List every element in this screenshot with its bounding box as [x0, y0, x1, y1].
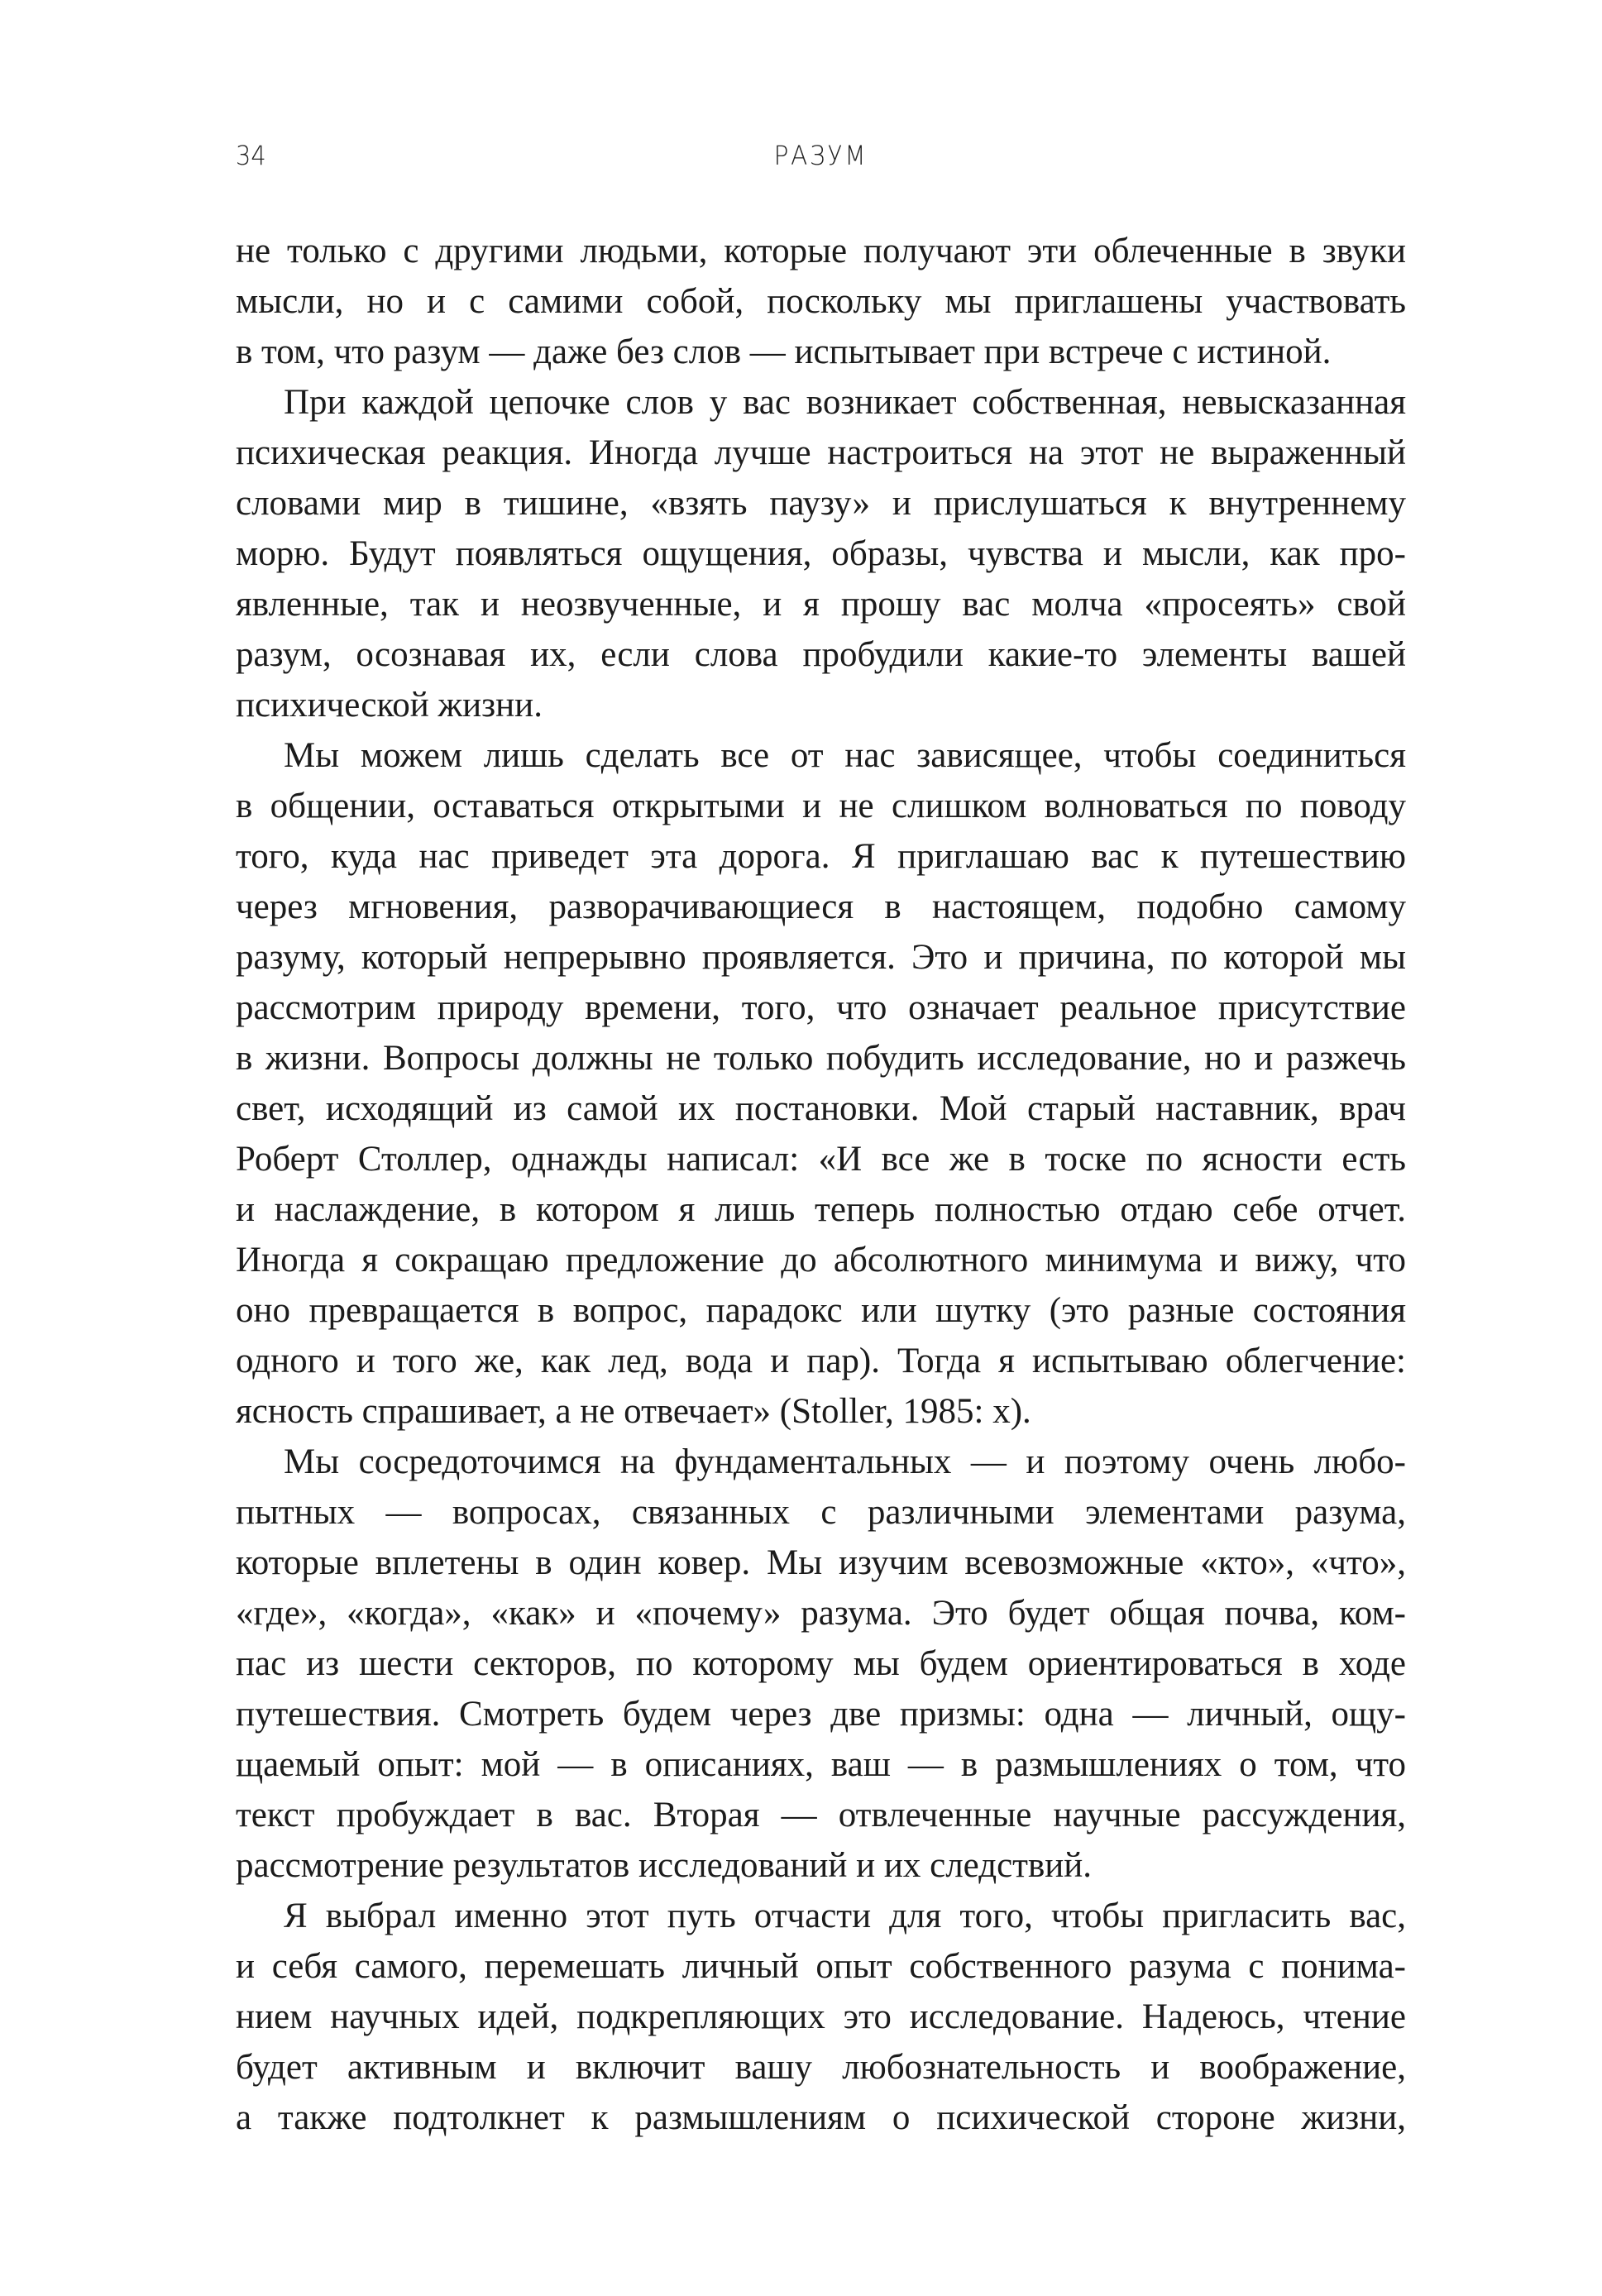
text-line: пытных — вопросах, связанных с различными элементами разума,	[236, 1493, 1406, 1532]
text-line: оно превращается в вопрос, парадокс или шутку (это разные состояния	[236, 1291, 1406, 1330]
text-line: Мы сосредоточимся на фундаментальных — и поэтому очень любо-	[284, 1442, 1406, 1481]
text-line: через мгновения, разворачивающиеся в настоящем, подобно самому	[236, 887, 1406, 926]
text-line: Я выбрал именно этот путь отчасти для того, чтобы пригласить вас,	[284, 1897, 1406, 1935]
text-line: будет активным и включит вашу любознательность и воображение,	[236, 2048, 1406, 2087]
text-line: ясность спрашивает, а не отвечает» (Stoller, 1985: x).	[236, 1392, 1031, 1431]
paragraph	[236, 1437, 1406, 1891]
text-line: которые вплетены в один ковер. Мы изучим всевозможные «кто», «что»,	[236, 1543, 1406, 1582]
text-line: а также подтолкнет к размышлениям о психической стороне жизни,	[236, 2098, 1406, 2137]
text-line: нием научных идей, подкрепляющих это исследование. Надеюсь, чтение	[236, 1997, 1406, 2036]
text-line: в том, что разум — даже без слов — испытывает при встрече с истиной.	[236, 332, 1332, 371]
paragraph	[236, 1891, 1406, 2143]
text-line: и себя самого, перемешать личный опыт собственного разума с понима-	[236, 1947, 1406, 1986]
text-line: мысли, но и с самими собой, поскольку мы приглашены участвовать	[236, 282, 1406, 321]
text-line: Мы можем лишь сделать все от нас зависящее, чтобы соединиться	[284, 736, 1406, 775]
text-line: того, куда нас приведет эта дорога. Я приглашаю вас к путешествию	[236, 837, 1406, 876]
text-line: текст пробуждает в вас. Вторая — отвлеченные научные рассуждения,	[236, 1796, 1406, 1834]
text-line: щаемый опыт: мой — в описаниях, ваш — в размышлениях о том, что	[236, 1745, 1406, 1784]
text-line: психическая реакция. Иногда лучше настроиться на этот не выраженный	[236, 433, 1406, 472]
text-line: морю. Будут появляться ощущения, образы, чувства и мысли, как про-	[236, 534, 1406, 573]
running-head	[236, 139, 1406, 172]
text-line: свет, исходящий из самой их постановки. Мой старый наставник, врач	[236, 1089, 1406, 1128]
paragraph	[236, 730, 1406, 1437]
text-line: явленные, так и неозвученные, и я прошу вас молча «просеять» свой	[236, 585, 1406, 624]
text-line: рассмотрим природу времени, того, что означает реальное присутствие	[236, 988, 1406, 1027]
body-text	[236, 226, 1406, 2143]
page-number: 34	[236, 140, 266, 171]
text-line: и наслаждение, в котором я лишь теперь полностью отдаю себе отчет.	[236, 1190, 1406, 1229]
text-line: Роберт Столлер, однажды написал: «И все же в тоске по ясности есть	[236, 1140, 1406, 1179]
text-line: «где», «когда», «как» и «почему» разума. Это будет общая почва, ком-	[236, 1594, 1406, 1633]
paragraph	[236, 377, 1406, 730]
text-line: в общении, оставаться открытыми и не слишком волноваться по поводу	[236, 787, 1406, 825]
text-line: При каждой цепочке слов у вас возникает собственная, невысказанная	[284, 383, 1406, 422]
text-line: не только с другими людьми, которые получают эти облеченные в звуки	[236, 232, 1406, 270]
text-line: словами мир в тишине, «взять паузу» и прислушаться к внутреннему	[236, 484, 1406, 523]
text-line: путешествия. Смотреть будем через две призмы: одна — личный, ощу-	[236, 1695, 1406, 1734]
text-line: разум, осознавая их, если слова пробудили какие-то элементы вашей	[236, 635, 1406, 674]
text-line: психической жизни.	[236, 686, 543, 725]
paragraph	[236, 226, 1406, 377]
text-line: Иногда я сокращаю предложение до абсолютного минимума и вижу, что	[236, 1241, 1406, 1280]
text-line: разуму, который непрерывно проявляется. Это и причина, по которой мы	[236, 938, 1406, 977]
text-line: пас из шести секторов, по которому мы будем ориентироваться в ходе	[236, 1644, 1406, 1683]
text-line: одного и того же, как лед, вода и пар). Тогда я испытываю облегчение:	[236, 1342, 1406, 1380]
running-title: РАЗУМ	[773, 140, 868, 171]
text-line: в жизни. Вопросы должны не только побудить исследование, но и разжечь	[236, 1039, 1406, 1078]
text-line: рассмотрение результатов исследований и их следствий.	[236, 1846, 1093, 1885]
